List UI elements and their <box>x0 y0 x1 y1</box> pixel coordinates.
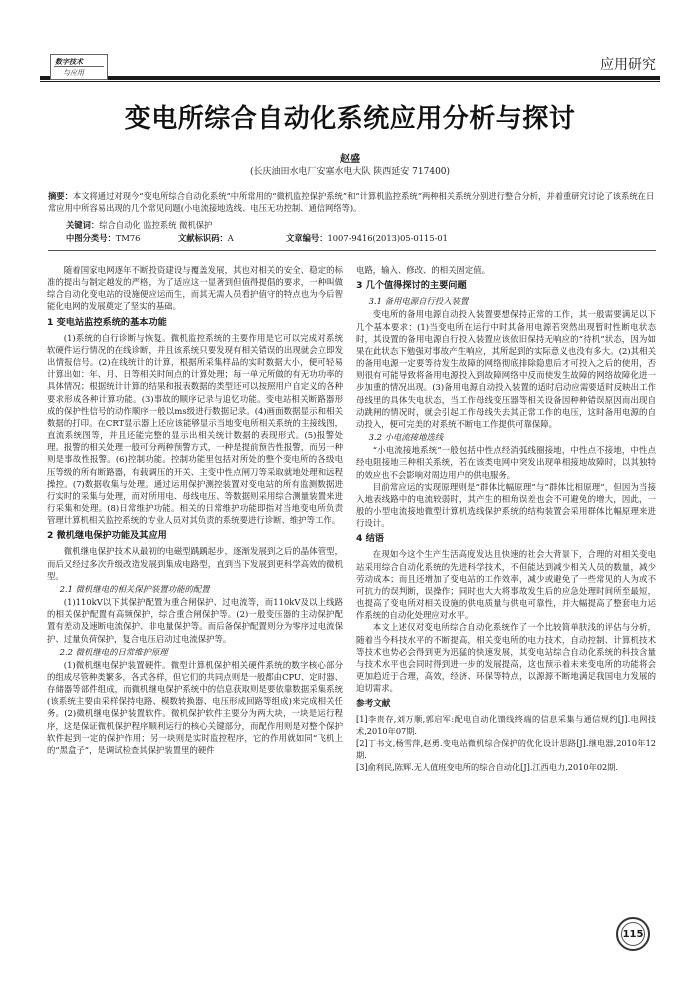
journal-logo-top: 数字技术 <box>55 58 83 66</box>
reference-item: [1]李贵存,刘万顺,郭启军:配电自动化馈线终端的信息采集与通信规约[J].电网技术,2010年07期. <box>356 714 656 737</box>
right-column <box>356 264 656 773</box>
clc-number <box>66 232 140 244</box>
subsection-heading-3-1: 3.1 备用电源自行投入装置 <box>368 296 469 307</box>
references-heading: 参考文献 <box>356 699 391 710</box>
section-heading-2: 2 微机继电保护功能及其应用 <box>47 530 167 542</box>
reference-item: [3]俞利民,陈辉.无人值班变电所的综合自动化[J].江西电力,2010年02期. <box>356 762 619 773</box>
clc-value: TM76 <box>115 233 141 243</box>
section-2-paragraph: 微机继电保护技术从最初的电磁型踽踽起步，逐渐发展到之后的晶体管型，而后又经过多次升级改造发展到集成电路型，直到当下发展到更科学高效的微机型。 <box>47 546 343 581</box>
subsection-3-2-paragraph-2: 目前常应运的实现原理则是“群体比幅原理”与“群体比相原理”，但因为当接入地表线路中的电流较弱时，其产生的相角误差也会不可避免的增大，因此，一般的小型电流接地微型计算机选线保护系统的结构装置会采用群体比幅原理来进行设计。 <box>356 481 656 529</box>
keywords-text: 综合自动化 监控系统 微机保护 <box>99 220 213 230</box>
section-heading-3: 3 几个值得探讨的主要问题 <box>356 280 467 292</box>
clc-label: 中图分类号： <box>66 233 116 243</box>
subsection-2-2-paragraph: (1)微机继电保护装置硬件。微型计算机保护相关硬件系统的数字核心部分的组成尽管种类繁多，各式各样，但它们的共同点则是一般都由CPU、定时器、存储器等部件组成，而微机继电保护系统中的信息获取则是要依靠数据采集系统(该系统主要由采样保持电路、模数转换器、电压形成回路等组成)来完成相关任务。(2)微机继电保护装置软件。微机保护软件主要分为两大块，一块是运行程序，这是保证微机保护程序顺利运行的核心关键部分，而配作用则是对整个保护软件起到一定的保护作用；另一块则是实时监控程序，它的作用就如同“飞机上的“黑盒子”，是调试检查其保护装置里的硬件 <box>47 659 343 755</box>
journal-logo <box>50 54 108 80</box>
section-label: 应用研究 <box>600 57 656 73</box>
section-1-paragraph: (1)系统的自行诊断与恢复。微机监控系统的主要作用是它可以完成对系统软硬件运行情况的在线诊断，并且该系统只要发现有相关错误的出现就会立即发出情报信号。(2)在线统计的计算，根据所采集样品的实时数据大小，便可轻易计算出如：年、月、日等相关时间点的计算处理；每一单元所做的有无功功率的具体情况；根据统计计算的结果和报表数据的类型还可以按照用户自定义的各种要求形成各种计算功能。(3)事故的顺序记录与追忆功能。变电站相关断路器形成的保护性信号的动作顺序一般以ms级进行数据记录。(4)画面数据显示和相关数据的打印。在CRT显示器上还应该能够显示当地变电所相关系统的主接线图，直流系统图等，并且还能完整的显示出相关统计数据的表现形式。(5)报警处理。报警的相关处理一般可分两种预警方式，一种是提前预告性报警，而另一种则是事故性报警。(6)控制功能。控制功能里包括对所处的整个变电所的各级电压等级的所有断路器，有载调压的开关、主变中性点闸刀等采取就地处理和远程操控。(7)数据收集与处理。通过运用保护测控装置对变电站的所有监测数据进行实时的采集与处理，而对所用电、母线电压、等数据则采用综合测量装置来进行采集和处理。(8)日常维护功能。相关的日常维护功能即指对当地变电所负责管理计算机相关监控系统的专业人员对其负责的系统要进行诊断、维护等工作。 <box>47 332 343 526</box>
subsection-3-2-paragraph-1: “小电流接地系统”一般包括中性点经消弧线圈接地，中性点不接地，中性点经电阻接地三种相关系统，若在该类电网中突发出现单相接地故障时，以其独特的效应也不会影响对周边用户的供电服务。 <box>356 445 656 480</box>
header-rule <box>40 76 660 80</box>
subsection-heading-3-2: 3.2 小电流接地选线 <box>368 432 444 443</box>
subsection-heading-2-2: 2.2 微机继电的日常维护原理 <box>59 646 168 657</box>
reference-item: [2]丁书文,杨雪萍,赵勇.变电站微机综合保护的优化设计思路[J].继电器,2010年12期. <box>356 738 656 761</box>
abstract <box>48 190 656 214</box>
page-number-seal <box>616 917 650 951</box>
doc-label: 文献标识码： <box>178 233 228 243</box>
article-number <box>286 232 448 244</box>
keywords-label: 关键词： <box>66 220 100 230</box>
doc-value: A <box>227 233 234 243</box>
section-heading-1: 1 变电站监控系统的基本功能 <box>47 316 167 328</box>
intro-paragraph: 随着国家电网逐年不断投资建设与覆盖发展，其也对相关的安全、稳定的标准的提出与制定越发的严格，为了适应这一显著到但值得提倡的要求，一种叫做综合自动化变电站的设施便应运而生，而其无需人员看护值守的特点也为今后智能化电网的发展奠定了坚实的基础。 <box>47 265 343 312</box>
journal-header <box>40 54 660 88</box>
continued-paragraph: 电路，输入、修改、的相关固定值。 <box>356 265 490 275</box>
conclusion-paragraph-2: 本文上述仅对变电所综合自动化系统作了一个比较简单肤浅的评估与分析，随着当今科技水平的不断提高，相关变电所的电力技术，自动控制、计算机技术等技术也势必会得到更为迅猛的快速发展，其变电站综合自动化系统的科技含量与技术水平也会同时得到进一步的发展提高，这也预示着未来变电所的功能将会更加趋近于合理，高效，经济、环保等特点，以源源不断地满足我国电力发展的迫切需求。 <box>356 622 656 694</box>
subsection-heading-2-1: 2.1 微机继电的相关保护装置功能的配置 <box>59 583 210 594</box>
conclusion-paragraph-1: 在现如今这个生产生活高度发达且快速的社会大背景下，合理的对相关变电站采用综合自动化系统的先进科学技术，不但能达到减少相关人员的数量，减少劳动成本；而且还增加了变电站的工作效率，减少或避免了一些常见的人为或不可抗力的误判断，误操作；同时也大大将事故发生后的应急处理时间所至最短，也提高了变电所对相关设施的供电质量与供电可靠性，并大幅提高了整套电力运作系统的自动化处理应对水平。 <box>356 549 656 621</box>
page-number: 115 <box>622 929 644 940</box>
art-value: 1007-9416(2013)05-0115-01 <box>327 233 448 243</box>
journal-logo-bottom: 与应用 <box>63 69 84 77</box>
abstract-divider <box>48 250 656 251</box>
document-code <box>178 232 234 244</box>
article-title: 变电所综合自动化系统应用分析与探讨 <box>124 104 576 134</box>
section-heading-4: 4 结语 <box>356 533 384 545</box>
header-rule-thin <box>40 81 660 82</box>
journal-logo-divider <box>54 66 104 67</box>
subsection-2-1-paragraph: (1)110kV以下其保护配置为重合闸保护、过电流等，而110kV及以上线路的相关保护配置有高频保护，综合重合闸保护等。(2)一般变压器的主动保护配置有差动及速断电流保护、非电量保护等。而后备保护配置则分为零序过电流保护、过量负荷保护，复合电压启动过电流保护等。 <box>47 597 343 644</box>
left-column <box>47 264 343 756</box>
article-author: 赵盛 <box>340 154 360 165</box>
abstract-text: 本文将通过对现今“变电所综合自动化系统”中所常用的“微机监控保护系统”和“计算机监控系统”两种相关系统分别进行整合分析，并着重研究讨论了该系统在日常应用中所容易出现的几个常见问题(小电流接地选线、电压无功控制、通信网络等)。 <box>48 191 655 213</box>
art-label: 文章编号： <box>286 233 328 243</box>
keywords <box>66 219 656 231</box>
subsection-3-1-paragraph: 变电所的备用电源自动投入装置要想保持正常的工作，其一般需要满足以下几个基本要求：(1)当变电所在运行中时其备用电源若突然出现暂时性断电状态时，其设置的备用电源自行投入装置应该依旧保持无响应的“待机”状态，因为如果在此状态下勉强对事故产生响应，其所起到的实际意义也没有多大。(2)其相关的备用电源一定要等待发生故障的网络彻底排除隐患后才可投入之后的使用，否则很有可能导致将备用电源投入到故障网络中反而使发生故障的网络故障化进一步加重的情况出现。(3)备用电源自动投入装置的适时启动应需要适时反映出工作母线里的具体失电状态，当工作母线变压器等相关设备因种种错误原因而出现自动跳闸的情况时，就会引起工作母线失去其正常工作的电压，这时备用电源的自动投入，便可完美的对系统不断电工作提供可靠保障。 <box>356 309 656 429</box>
article-affiliation: (长庆油田水电厂安塞水电大队 陕西延安 717400) <box>249 167 451 177</box>
abstract-label: 摘要： <box>48 191 73 201</box>
